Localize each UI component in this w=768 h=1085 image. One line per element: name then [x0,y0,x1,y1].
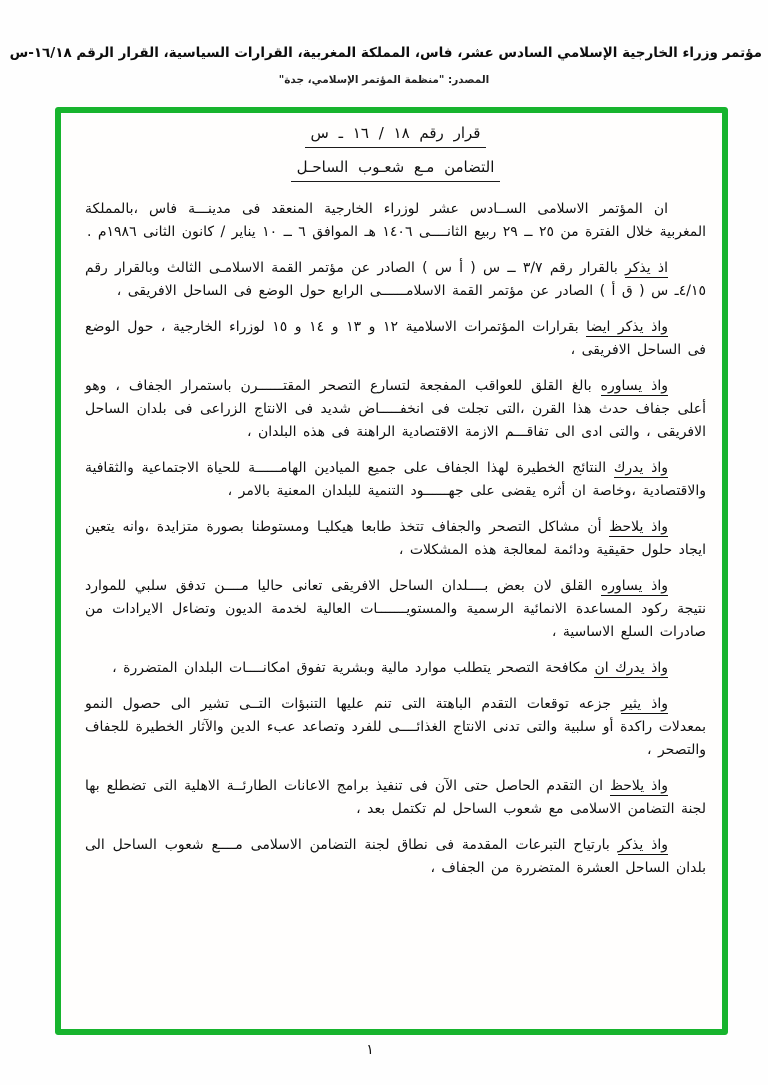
paragraph [85,198,706,244]
paragraph [85,375,706,444]
paragraph [85,516,706,562]
paragraph-text: جزعه توقعات التقدم الباهتة التى تنم عليها التنبؤات التــى تشير الى حصول النمو بمعدلات راكدة أو سلبية والتى تدنى الانتاج الغذائــــى للفرد وتصاعد عبء الدين والآثار الخطيرة للجفاف والتصحر ، [85,696,706,758]
title-row-number [85,123,706,148]
paragraph-text: بالغ القلق للعواقب المفجعة لتسارع التصحر المقتــــــرن باستمرار الجفاف ، وهو أعلى جفاف حدث هذا القرن ،التى تجلت فى انخفـــــاض شديد فى الانتاج الزراعى فى بلدان الساحل الافريقى ، والتى ادى الى تفاقـــم الازمة الاقتصادية الراهنة فى هذه البلدان ، [85,378,706,440]
resolution-number-title: قرار رقم ١٨ / ١٦ ـ س [305,124,487,148]
paragraph [85,316,706,362]
paragraph-lead: واذ يساوره [600,378,669,394]
paragraph [85,457,706,503]
paragraph-text: القلق لان بعض بــــلدان الساحل الافريقى تعانى حاليا مــــن تدفق سلبي للموارد نتيجة ركود المساعدة الانمائية الرسمية والمستويـــــــات العالية لخدمة الديون وتضاءل الايرادات من صادرات السلع الاساسية ، [85,578,706,640]
paragraph-text: ان المؤتمر الاسلامى الســادس عشر لوزراء الخارجية المنعقد فى مدينـــة فاس ،بالمملكة المغربية خلال الفترة من ٢٥ ــ ٢٩ ربيع الثانــــى ١٤٠٦ هـ الموافق ٦ ــ ١٠ يناير / كانون الثانى ١٩٨٦م . [85,201,706,240]
header-source: المصدر: "منظمة المؤتمر الإسلامي، جدة" [278,74,490,86]
paragraph [85,257,706,303]
highlight-frame [55,107,728,1035]
paragraph-lead: واذ يلاحظ [609,778,668,794]
paragraph-text: بقرارات المؤتمرات الاسلامية ١٢ و ١٣ و ١٤ و ١٥ لوزراء الخارجية ، حول الوضع فى الساحل الافريقى ، [85,319,706,358]
paragraph [85,693,706,762]
paragraph [85,657,706,680]
paragraph [85,775,706,821]
paragraph-text: ان التقدم الحاصل حتى الآن فى تنفيذ برامج الاعانات الطارئــة الاهلية التى تضطلع بها لجنة التضامن الاسلامى مع شعوب الساحل لم تكتمل بعد ، [85,778,706,817]
paragraph-lead: واذ يذكر [617,837,668,853]
document-body [85,198,706,880]
paragraph-text: أن مشاكل التصحر والجفاف تتخذ طابعا هيكليـا ومستوطنا بصورة متزايدة ،وانه يتعين ايجاد حلول حقيقية ودائمة لمعالجة هذه المشكلات ، [85,519,706,558]
paragraph-lead: اذ يذكر [624,260,668,276]
paragraph-text: بارتياح التبرعات المقدمة فى نطاق لجنة التضامن الاسلامى مــــع شعوب الساحل الى بلدان الساحل العشرة المتضررة من الجفاف ، [85,837,706,876]
paragraph-lead: واذ يدرك ان [594,660,668,676]
paragraph-lead: واذ يساوره [600,578,668,594]
paragraph-lead: واذ يدرك [613,460,668,476]
paragraph-text: بالقرار رقم ٣/٧ ــ س ( أ س ) الصادر عن مؤتمر القمة الاسلامـى الثالث وبالقرار رقم ٤/١٥ـ س ( ق أ ) الصادر عن مؤتمر القمة الاسلامــــــى الرابع حول الوضع فى الساحل الافريقى ، [85,260,706,299]
paragraph-lead: واذ يلاحظ [609,519,668,535]
header-citation: مؤتمر وزراء الخارجية الإسلامي السادس عشر، فاس، المملكة المغربية، القرارات السياسية، القرار الرقم ١٦/١٨-س [9,45,762,61]
title-row-subject [85,157,706,182]
paragraph-lead: واذ يذكر ايضا [586,319,668,335]
page-number: ١ [366,1042,374,1058]
paragraph-text: مكافحة التصحر يتطلب موارد مالية وبشرية تفوق امكانــــات البلدان المتضررة ، [112,660,595,676]
paragraph-text: النتائج الخطيرة لهذا الجفاف على جميع الميادين الهامــــــة للحياة الاجتماعية والثقافية والاقتصادية ،وخاصة ان أثره يقضى على جهــــــود التنمية للبلدان المعنية بالامر ، [85,460,706,499]
paragraph [85,834,706,880]
resolution-subject-title: التضامن مـع شعـوب الساحـل [291,158,501,182]
paragraph [85,575,706,644]
paragraph-lead: واذ يثير [621,696,669,712]
